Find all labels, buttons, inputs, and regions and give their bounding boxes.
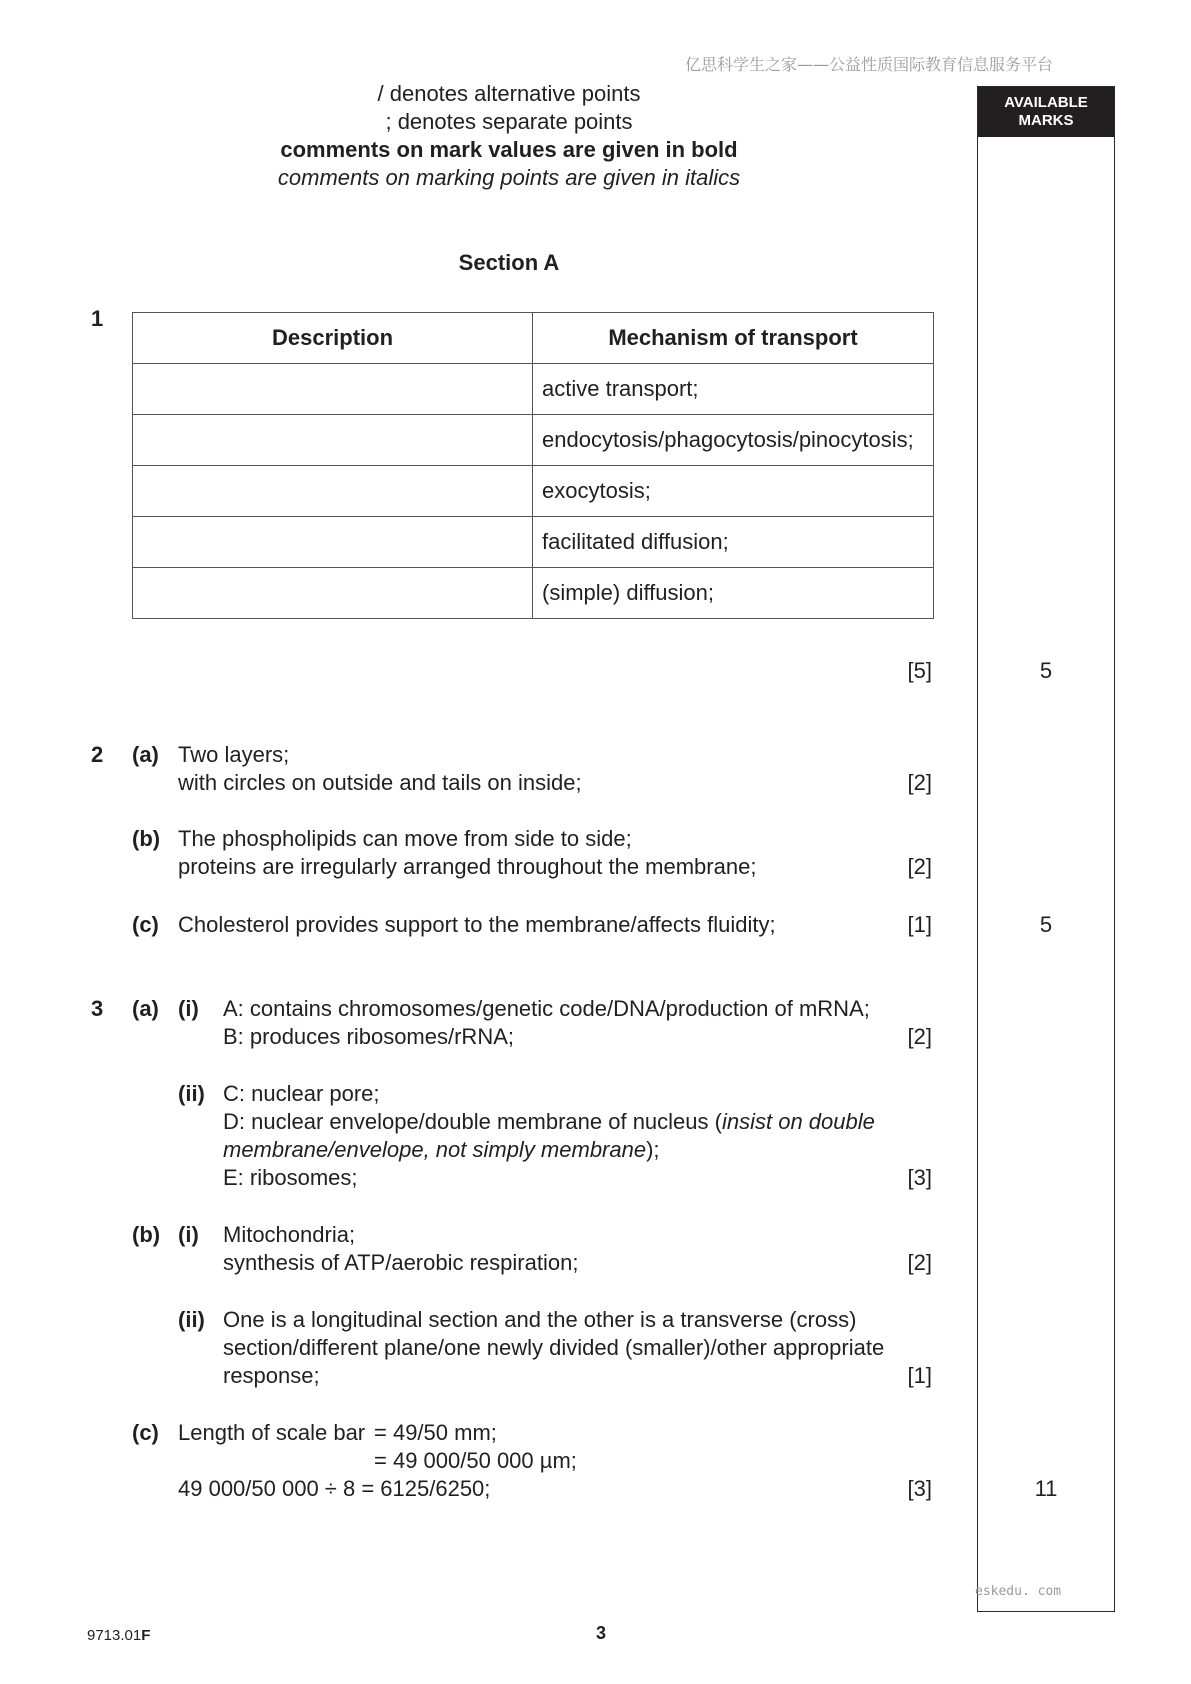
answer-line: synthesis of ATP/aerobic respiration; <box>223 1250 579 1275</box>
scale-bar-mm: = 49/50 mm; <box>374 1420 497 1445</box>
scale-bar-label: Length of scale bar <box>178 1420 366 1445</box>
available-marks-header-line: AVAILABLE <box>1004 94 1088 111</box>
answer-line: section/different plane/one newly divided (smaller)/other appropriate <box>223 1335 885 1360</box>
available-marks-value: 11 <box>1034 1476 1058 1501</box>
page-number: 3 <box>595 1623 606 1643</box>
header-watermark: 亿思科学生之家——公益性质国际教育信息服务平台 <box>685 55 1054 74</box>
table-cell-description <box>133 466 533 517</box>
paper-code-number: 9713.01 <box>87 1627 142 1644</box>
table-cell-description <box>133 517 533 568</box>
available-marks-column <box>977 86 1115 1612</box>
convention-bold-note: comments on mark values are given in bold <box>280 137 738 162</box>
answer-line: The phospholipids can move from side to side; <box>178 826 632 851</box>
table-row <box>133 415 934 466</box>
answer-text: ); <box>646 1137 660 1162</box>
subpart-label: (i) <box>178 1222 199 1247</box>
answer-text: E: ribosomes; <box>223 1165 358 1190</box>
convention-italic-note: comments on marking points are given in italics <box>277 165 741 190</box>
subpart-label: (ii) <box>178 1081 205 1106</box>
answer-line <box>223 1136 660 1164</box>
convention-alternative: / denotes alternative points <box>377 81 641 106</box>
subpart-label: (i) <box>178 996 199 1021</box>
table-cell-description <box>133 568 533 619</box>
mark-value: [2] <box>907 1024 932 1049</box>
part-label: (c) <box>132 912 159 937</box>
mark-value: [3] <box>907 1476 932 1501</box>
answer-line: One is a longitudinal section and the other is a transverse (cross) <box>223 1307 857 1332</box>
table-cell-mechanism: endocytosis/phagocytosis/pinocytosis; <box>533 415 934 466</box>
mark-value: [2] <box>907 770 932 795</box>
subpart-label: (ii) <box>178 1307 205 1332</box>
answer-line: Two layers; <box>178 742 290 767</box>
table-cell-mechanism: facilitated diffusion; <box>533 517 934 568</box>
answer-line: Cholesterol provides support to the membrane/affects fluidity; <box>178 912 776 937</box>
answer-line: with circles on outside and tails on inside; <box>178 770 582 795</box>
table-cell-description <box>133 364 533 415</box>
table-row <box>133 466 934 517</box>
part-label: (b) <box>132 1222 161 1247</box>
footer-watermark: eskedu. com <box>975 1584 1062 1599</box>
table-cell-mechanism: active transport; <box>533 364 934 415</box>
table-cell-mechanism: exocytosis; <box>533 466 934 517</box>
answer-text: D: nuclear envelope/double membrane of nucleus ( <box>223 1109 722 1134</box>
answer-line: Mitochondria; <box>223 1222 356 1247</box>
mark-value: [5] <box>907 658 932 683</box>
table-header-mechanism: Mechanism of transport <box>533 313 934 364</box>
mark-value: [2] <box>907 854 932 879</box>
answer-line: proteins are irregularly arranged throughout the membrane; <box>178 854 757 879</box>
transport-table <box>132 312 934 619</box>
answer-line: response; <box>223 1363 320 1388</box>
table-cell-mechanism: (simple) diffusion; <box>533 568 934 619</box>
available-marks-header <box>978 87 1114 137</box>
mark-value: [1] <box>907 912 932 937</box>
available-marks-value: 5 <box>1039 912 1053 937</box>
marking-comment: insist on double <box>721 1109 875 1134</box>
section-title: Section A <box>458 250 560 275</box>
table-header-row <box>133 313 934 364</box>
paper-code-suffix: F <box>141 1627 151 1644</box>
mark-value: [2] <box>907 1250 932 1275</box>
convention-separate: ; denotes separate points <box>385 109 633 134</box>
part-label: (a) <box>132 996 159 1021</box>
available-marks-header-line: MARKS <box>1018 112 1074 129</box>
part-label: (a) <box>132 742 159 767</box>
question-number: 1 <box>91 306 104 331</box>
table-header-description: Description <box>133 313 533 364</box>
answer-line: A: contains chromosomes/genetic code/DNA/production of mRNA; <box>223 996 870 1021</box>
answer-line <box>223 1164 358 1192</box>
mark-value: [3] <box>907 1165 932 1190</box>
table-row <box>133 517 934 568</box>
mark-value: [1] <box>907 1363 932 1388</box>
magnification-calculation: 49 000/50 000 ÷ 8 = 6125/6250; <box>178 1476 491 1501</box>
paper-code <box>87 1626 150 1646</box>
part-label: (c) <box>132 1420 159 1445</box>
marking-comment: membrane/envelope, not simply membrane <box>223 1137 647 1162</box>
table-row <box>133 568 934 619</box>
table-row <box>133 364 934 415</box>
question-number: 2 <box>91 742 104 767</box>
answer-line <box>223 1108 875 1136</box>
question-number: 3 <box>91 996 104 1021</box>
answer-line: B: produces ribosomes/rRNA; <box>223 1024 514 1049</box>
answer-text: C: nuclear pore; <box>223 1081 380 1106</box>
table-cell-description <box>133 415 533 466</box>
scale-bar-um: = 49 000/50 000 µm; <box>374 1448 577 1473</box>
part-label: (b) <box>132 826 161 851</box>
available-marks-value: 5 <box>1039 658 1053 683</box>
answer-line <box>223 1080 380 1108</box>
